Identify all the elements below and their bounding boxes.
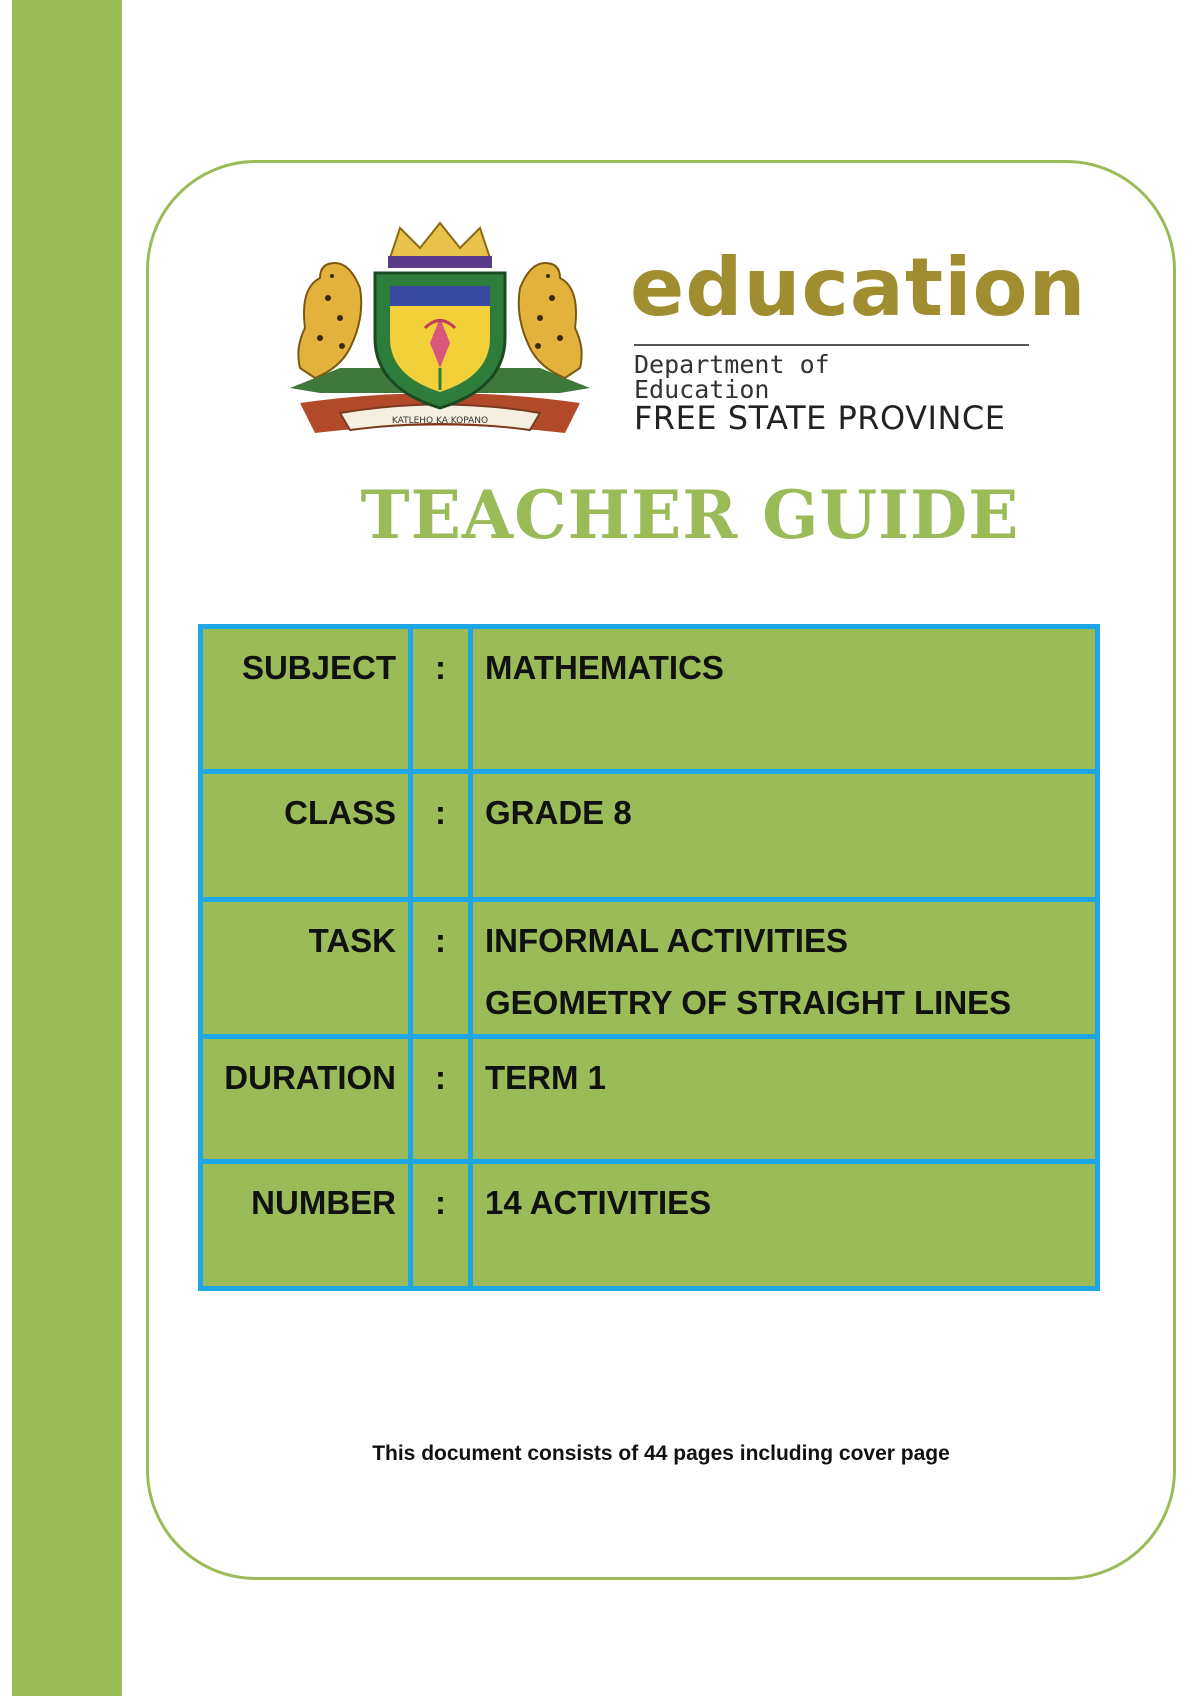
- page-count-note: This document consists of 44 pages including cover page: [372, 1442, 950, 1465]
- row-label: CLASS: [201, 772, 411, 900]
- row-separator: :: [411, 1037, 471, 1162]
- table-row: [201, 1037, 1098, 1162]
- department-line-2: Education: [634, 375, 770, 404]
- row-value-text: MATHEMATICS: [485, 649, 724, 686]
- row-value: [471, 772, 1098, 900]
- province-name: FREE STATE PROVINCE: [634, 399, 1006, 437]
- crest-motto: KATLEHO KA KOPANO: [391, 416, 489, 426]
- row-value: [471, 1037, 1098, 1162]
- table-row: [201, 772, 1098, 900]
- info-table: [198, 624, 1100, 1291]
- side-bar: [12, 0, 122, 1696]
- table-row: [201, 627, 1098, 772]
- brand-divider: [634, 344, 1029, 346]
- row-value-text: INFORMAL ACTIVITIES: [485, 922, 848, 959]
- row-label: DURATION: [201, 1037, 411, 1162]
- table-row: [201, 1162, 1098, 1289]
- row-value: [471, 627, 1098, 772]
- row-separator: :: [411, 627, 471, 772]
- row-separator: :: [411, 1162, 471, 1289]
- row-value-text-2: GEOMETRY OF STRAIGHT LINES: [485, 984, 1012, 1021]
- row-value: [471, 1162, 1098, 1289]
- row-separator: :: [411, 772, 471, 900]
- document-title: TEACHER GUIDE: [360, 476, 1020, 554]
- row-separator: :: [411, 900, 471, 1037]
- row-value-text: 14 ACTIVITIES: [485, 1184, 712, 1221]
- brand-wordmark: education: [630, 241, 1087, 334]
- row-label: TASK: [201, 900, 411, 1037]
- department-line-1: Department of: [634, 350, 830, 379]
- coat-of-arms-logo: [280, 218, 600, 458]
- table-row: [201, 900, 1098, 1037]
- row-value-text: GRADE 8: [485, 794, 632, 831]
- row-value-text: TERM 1: [485, 1059, 607, 1096]
- row-value: [471, 900, 1098, 1037]
- row-label: SUBJECT: [201, 627, 411, 772]
- row-label: NUMBER: [201, 1162, 411, 1289]
